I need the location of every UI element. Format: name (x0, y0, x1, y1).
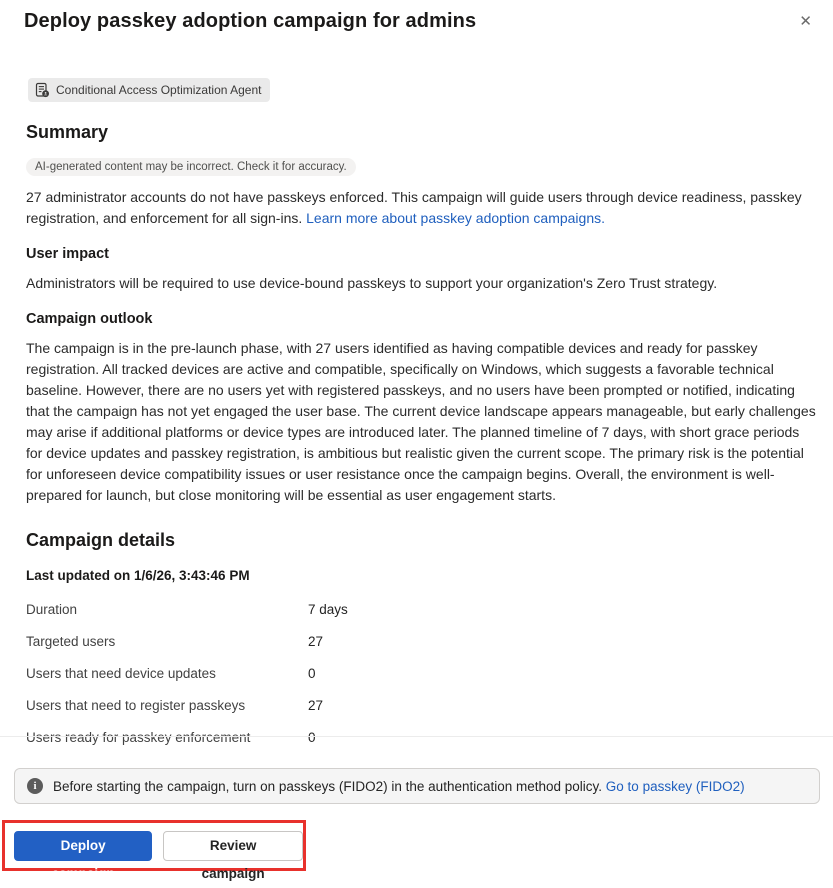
table-row (24, 625, 818, 657)
summary-heading: Summary (26, 122, 109, 142)
footer-divider (0, 736, 833, 737)
campaign-outlook-text: The campaign is in the pre-launch phase, with 27 users identified as having compatible devices and ready for passkey registration. All tracked devices are active and compatible, specifically on Windows, which suggests a favorable technical baseline. However, there are no users yet with registered passkeys, and no users have been prompted or notified, indicating that the campaign has not yet engaged the user base. The current device landscape appears manageable, but early challenges may arise if additional platforms or device types are introduced later. The planned timeline of 7 days, with short grace periods for device updates and passkey registration, is ambitious but realistic given the current scope. The primary risk is the potential for unforeseen device compatibility issues or user resistance once the campaign begins. Overall, the environment is well-prepared for launch, but close monitoring will be essential as user engagement starts. (26, 340, 816, 503)
detail-value: 0 (308, 729, 316, 745)
detail-value: 7 days (308, 601, 348, 617)
detail-label: Users that need device updates (26, 665, 216, 681)
agent-badge-label: Conditional Access Optimization Agent (56, 83, 262, 97)
info-banner-text (53, 779, 745, 794)
last-updated-text: Last updated on 1/6/26, 3:43:46 PM (26, 568, 250, 583)
campaign-details-table (24, 593, 818, 753)
review-campaign-button[interactable]: Review campaign (163, 831, 303, 861)
agent-document-icon (34, 82, 50, 98)
table-row (24, 593, 818, 625)
learn-more-link[interactable]: Learn more about passkey adoption campaigns. (306, 210, 605, 226)
detail-label: Users ready for passkey enforcement (26, 729, 251, 745)
agent-badge (28, 78, 270, 102)
summary-paragraph (26, 187, 818, 229)
detail-value: 27 (308, 697, 324, 713)
info-banner-message: Before starting the campaign, turn on passkeys (FIDO2) in the authentication method policy. (53, 778, 606, 794)
summary-text: 27 administrator accounts do not have passkeys enforced. This campaign will guide users through device readiness, passkey registration, and enforcement for all sign-ins. (26, 189, 802, 226)
ai-disclaimer-pill: AI-generated content may be incorrect. Check it for accuracy. (26, 158, 356, 176)
page-title: Deploy passkey adoption campaign for admins (24, 10, 477, 32)
red-annotation-box (2, 820, 306, 881)
user-impact-heading: User impact (26, 246, 110, 262)
detail-value: 27 (308, 633, 324, 649)
table-row (24, 721, 818, 753)
detail-label: Duration (26, 601, 78, 617)
detail-value: 0 (308, 665, 316, 681)
campaign-details-heading: Campaign details (26, 530, 176, 550)
deploy-campaign-button[interactable]: Deploy campaign (14, 831, 152, 861)
info-banner (14, 768, 820, 804)
table-row (24, 657, 818, 689)
panel-header (24, 6, 818, 34)
go-to-passkey-link[interactable]: Go to passkey (FIDO2) (605, 778, 745, 794)
detail-label: Users that need to register passkeys (26, 697, 246, 713)
table-row (24, 689, 818, 721)
campaign-outlook-heading: Campaign outlook (26, 311, 153, 327)
info-icon: i (27, 778, 43, 794)
close-icon[interactable]: ✕ (793, 10, 818, 33)
user-impact-text: Administrators will be required to use device-bound passkeys to support your organization's Zero Trust strategy. (26, 275, 718, 291)
detail-label: Targeted users (26, 633, 116, 649)
